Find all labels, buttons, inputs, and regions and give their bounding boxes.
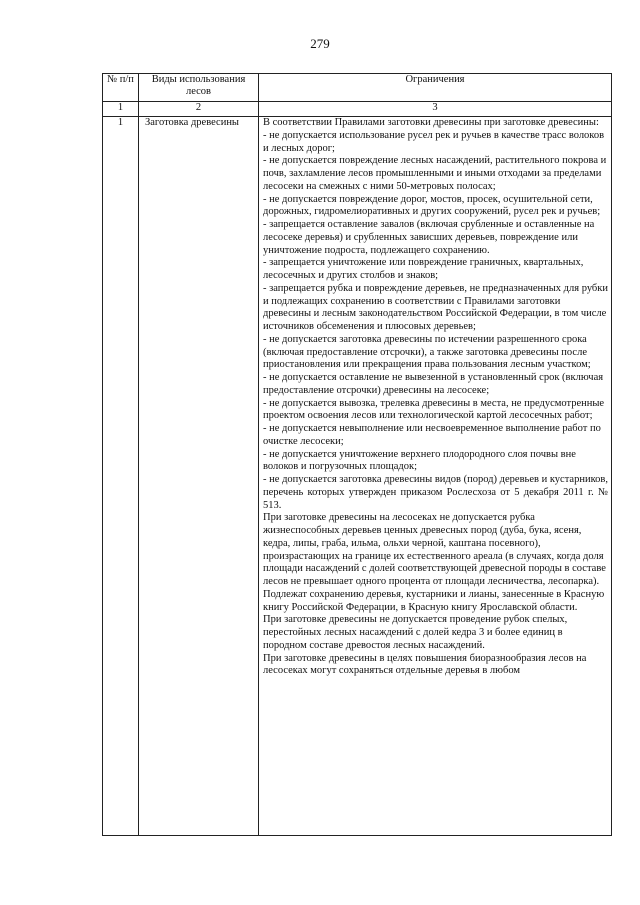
column-number-row [103, 102, 612, 117]
restriction-paragraph: - не допускается заготовка древесины видов (пород) деревьев и кустарников, перечень которых утвержден приказом Рослесхоза от 5 декабря 2011 г. № 513. [263, 474, 608, 511]
page-number: 279 [310, 36, 330, 51]
restriction-paragraph: При заготовке древесины не допускается проведение рубок спелых, перестойных лесных насаждений с долей кедра 3 и более единиц в породном составе древостоя лесных насаждений. [263, 614, 568, 651]
restriction-paragraph: - не допускается уничтожение верхнего плодородного слоя почвы вне волоков и погрузочных площадок; [263, 448, 576, 473]
restriction-paragraph: - запрещается оставление завалов (включая срубленные и оставленные на лесосеке деревья) и срубленных зависших деревьев, повреждение или уничтожение подроста, подлежащего сохранению. [263, 219, 595, 256]
restriction-paragraph: В соответствии Правилами заготовки древесины при заготовке древесины: [263, 117, 599, 128]
header-kinds: Виды использования лесов [139, 74, 259, 102]
restriction-paragraph: При заготовке древесины на лесосеках не допускается рубка жизнеспособных деревьев ценных древесных пород (дуба, бука, ясеня, кедра, липы, граба, ильма, ольхи черной, каштана посевного), произрастающих на границе их естественного ареала (в случаях, когда доля площади насаждений с долей соответствующей древесной породы в составе лесов не превышает одного процента от площади лесничества, лесопарка). [263, 512, 606, 587]
restrictions-table [102, 73, 612, 836]
table-row [103, 117, 612, 836]
restriction-paragraph: - не допускается повреждение лесных насаждений, растительного покрова и почв, захламление лесов промышленными и иными отходами за пределами лесосеки на смежных с ними 50-метровых полосах; [263, 155, 607, 192]
row-limits [259, 117, 612, 836]
restriction-paragraph: - не допускается оставление не вывезенной в установленный срок (включая предоставление отсрочки) древесины на лесосеке; [263, 372, 604, 396]
restriction-paragraph: - не допускается заготовка древесины по истечении разрешенного срока (включая предоставление отсрочки), а также заготовка древесины после приостановления или прекращения права пользования лесным участком; [263, 333, 591, 371]
column-number: 1 [103, 102, 139, 117]
restriction-paragraph: - не допускается вывозка, трелевка древесины в места, не предусмотренные проектом освоения лесов или технологической картой лесосечных работ; [263, 397, 605, 422]
restriction-paragraph: При заготовке древесины в целях повышения биоразнообразия лесов на лесосеках могут сохраняться отдельные деревья в любом [263, 652, 587, 677]
restriction-paragraph: - запрещается уничтожение или повреждение граничных, квартальных, лесосечных и других столбов и знаков; [263, 257, 584, 281]
column-number: 2 [139, 102, 259, 117]
restriction-paragraph: - не допускается невыполнение или несвоевременное выполнение работ по очистке лесосеки; [263, 423, 601, 447]
column-number: 3 [259, 102, 612, 117]
restriction-paragraph: - не допускается повреждение дорог, мостов, просек, осушительной сети, дорожных, гидромелиоративных и других сооружений, русел рек и ручьев; [263, 193, 601, 218]
header-num: № п/п [103, 74, 139, 102]
restriction-paragraph: Подлежат сохранению деревья, кустарники и лианы, занесенные в Красную книгу Российской Федерации, в Красную книгу Ярославской области. [263, 588, 605, 613]
row-kind: Заготовка древесины [139, 117, 259, 836]
header-limits: Ограничения [259, 74, 612, 102]
restriction-paragraph: - запрещается рубка и повреждение деревьев, не предназначенных для рубки и подлежащих сохранению в соответствии с Правилами заготовки древесины и лесным законодательством Российской Федерации, в том числе источников обсеменения и плюсовых деревьев; [263, 282, 608, 332]
restriction-paragraph: - не допускается использование русел рек и ручьев в качестве трасс волоков и лесных дорог; [263, 129, 605, 154]
table-header-row [103, 74, 612, 102]
row-num: 1 [103, 117, 139, 836]
